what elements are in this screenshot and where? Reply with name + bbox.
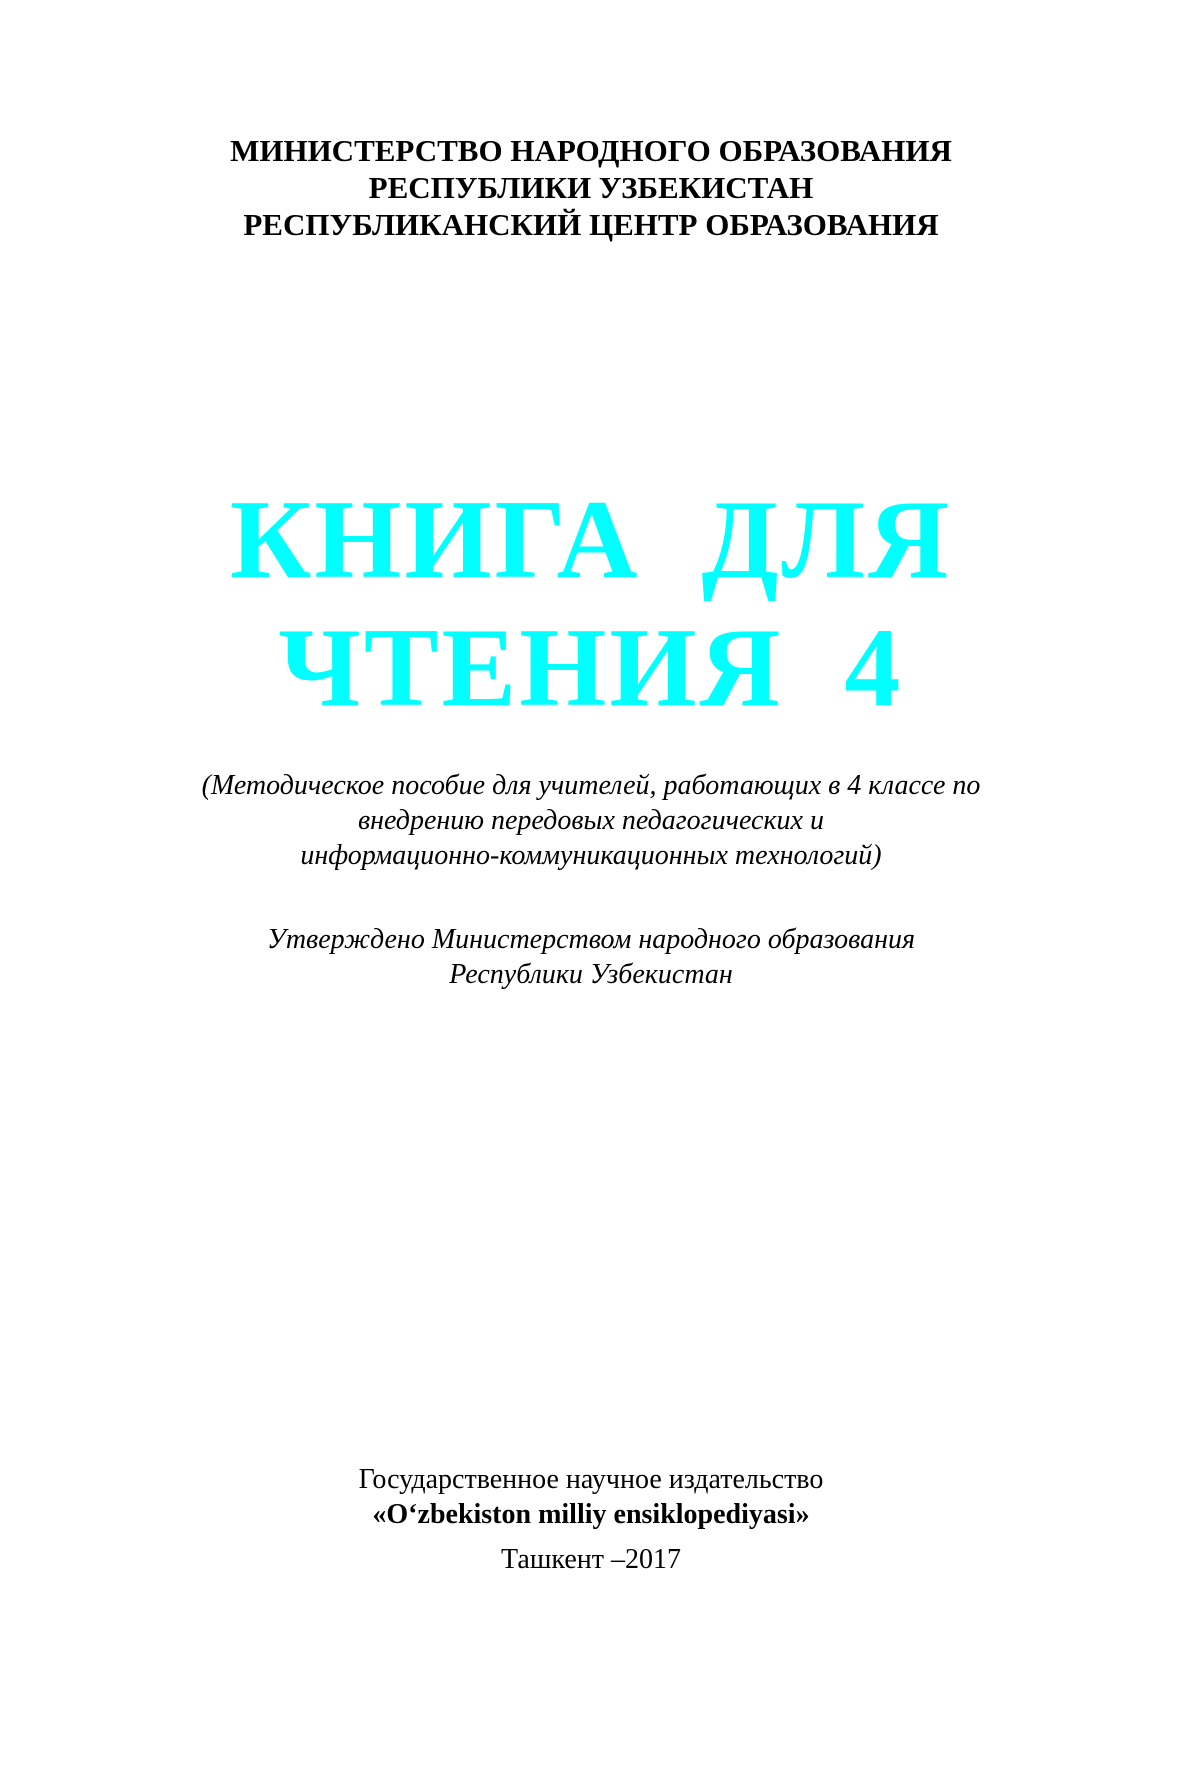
approval-line-1: Утверждено Министерством народного образования — [267, 924, 915, 955]
subtitle-line-1: (Методическое пособие для учителей, работающих в 4 классе по — [201, 770, 981, 801]
book-title-line-2: ЧТЕНИЯ 4 — [278, 606, 904, 730]
ministry-line-3: РЕСПУБЛИКАНСКИЙ ЦЕНТР ОБРАЗОВАНИЯ — [243, 207, 939, 242]
approval-note — [0, 922, 1182, 992]
subtitle-line-3: информационно-коммуникационных технологий) — [300, 840, 882, 871]
ministry-line-1: МИНИСТЕРСТВО НАРОДНОГО ОБРАЗОВАНИЯ — [230, 133, 952, 168]
ministry-line-2: РЕСПУБЛИКИ УЗБЕКИСТАН — [368, 170, 814, 205]
ministry-header — [0, 132, 1182, 243]
publisher-name: «O‘zbekiston milliy ensiklopediyasi» — [372, 1499, 810, 1530]
book-title-line-1: КНИГА ДЛЯ — [230, 478, 952, 602]
book-subtitle — [0, 768, 1182, 873]
city-year: Ташкент –2017 — [501, 1544, 681, 1575]
approval-line-2: Республики Узбекистан — [449, 959, 733, 990]
book-title — [0, 476, 1182, 732]
subtitle-line-2: внедрению передовых педагогических и — [358, 805, 824, 836]
publisher-block — [0, 1462, 1182, 1532]
publisher-label: Государственное научное издательство — [358, 1464, 824, 1495]
